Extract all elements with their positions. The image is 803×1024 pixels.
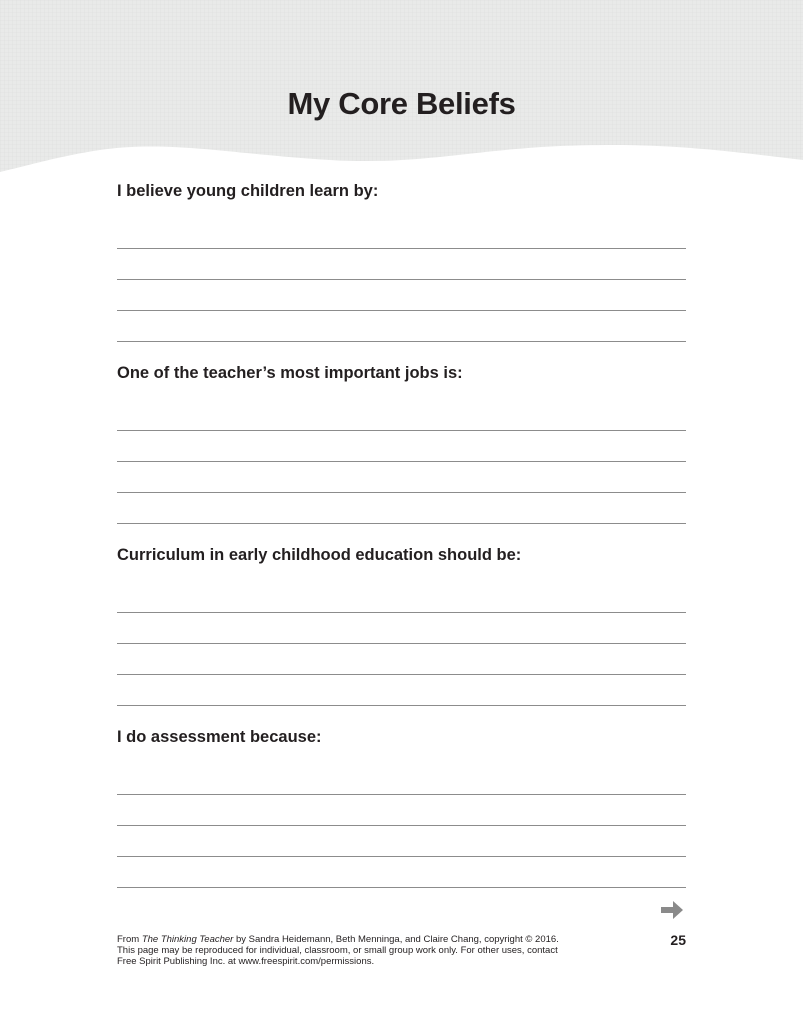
section-curriculum <box>117 544 686 707</box>
writing-line[interactable] <box>117 401 686 431</box>
writing-line[interactable] <box>117 676 686 706</box>
section-teacher-jobs <box>117 362 686 525</box>
writing-lines <box>117 765 686 888</box>
section-assessment <box>117 726 686 889</box>
writing-line[interactable] <box>117 463 686 493</box>
writing-line[interactable] <box>117 765 686 795</box>
copyright-credits <box>117 934 637 967</box>
credit-line-2: This page may be reproduced for individual, classroom, or small group work only. For other uses, contact <box>117 945 558 956</box>
section-prompt: I do assessment because: <box>117 728 322 746</box>
credit-prefix: From <box>117 934 142 945</box>
writing-line[interactable] <box>117 858 686 888</box>
section-prompt: I believe young children learn by: <box>117 182 379 200</box>
writing-line[interactable] <box>117 312 686 342</box>
credit-line-1 <box>117 934 637 945</box>
writing-line[interactable] <box>117 494 686 524</box>
section-learning <box>117 180 686 343</box>
page-title: My Core Beliefs <box>287 86 516 121</box>
page-number: 25 <box>670 932 686 948</box>
writing-line[interactable] <box>117 219 686 249</box>
writing-lines <box>117 401 686 524</box>
writing-line[interactable] <box>117 583 686 613</box>
book-title: The Thinking Teacher <box>141 934 234 945</box>
writing-line[interactable] <box>117 432 686 462</box>
credit-suffix: by Sandra Heidemann, Beth Menninga, and Claire Chang, copyright © 2016. <box>233 934 559 945</box>
writing-line[interactable] <box>117 796 686 826</box>
credit-line-3: Free Spirit Publishing Inc. at www.freespirit.com/permissions. <box>117 956 375 967</box>
writing-line[interactable] <box>117 645 686 675</box>
writing-line[interactable] <box>117 614 686 644</box>
writing-line[interactable] <box>117 281 686 311</box>
section-prompt: Curriculum in early childhood education should be: <box>117 546 522 564</box>
writing-line[interactable] <box>117 827 686 857</box>
writing-lines <box>117 583 686 706</box>
writing-lines <box>117 219 686 342</box>
writing-line[interactable] <box>117 250 686 280</box>
section-prompt: One of the teacher’s most important jobs is: <box>117 364 463 382</box>
right-arrow-icon[interactable] <box>659 899 685 921</box>
